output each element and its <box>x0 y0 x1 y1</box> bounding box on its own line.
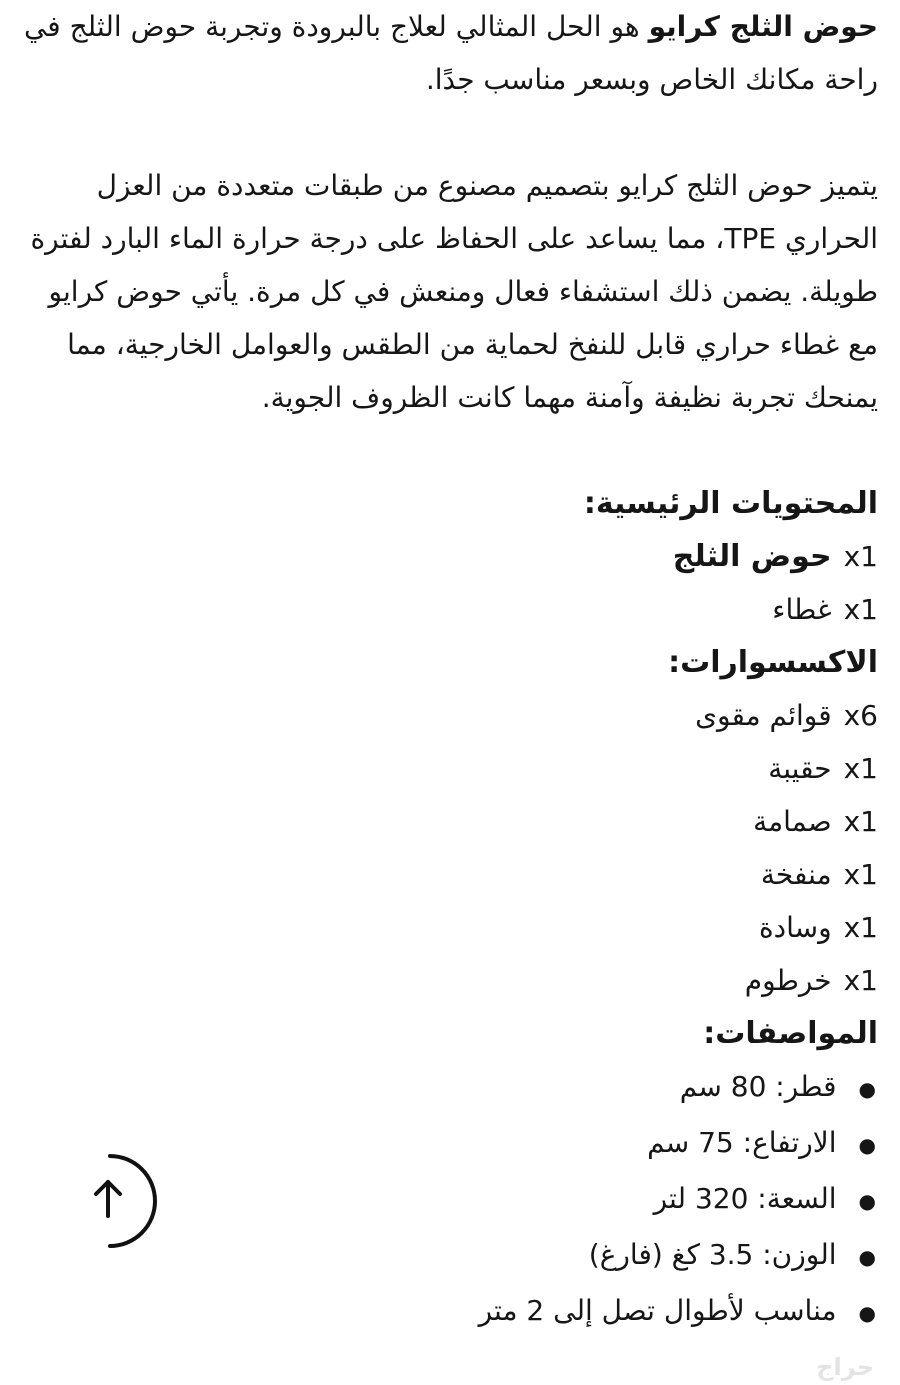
item-name: غطاء <box>772 593 832 626</box>
list-item <box>20 954 878 1007</box>
item-quantity: x1 <box>843 858 878 891</box>
list-item <box>20 795 878 848</box>
bullet-icon: ● <box>858 1189 876 1213</box>
bullet-icon: ● <box>858 1245 876 1269</box>
item-quantity: x1 <box>843 805 878 838</box>
spec-text: قطر: 80 سم <box>679 1070 837 1103</box>
watermark: حراج <box>816 1353 874 1381</box>
list-item <box>20 901 878 954</box>
item-name: خرطوم <box>744 964 832 997</box>
bullet-icon: ● <box>858 1077 876 1101</box>
item-name: حقيبة <box>768 752 832 785</box>
main-contents-title: المحتويات الرئيسية: <box>583 486 878 521</box>
intro-text: هو الحل المثالي لعلاج بالبرودة وتجربة حوض الثلج في راحة مكانك الخاص وبسعر مناسب جدًا. <box>23 10 878 96</box>
bullet-icon: ● <box>858 1301 876 1325</box>
product-description <box>20 0 878 1340</box>
bullet-icon: ● <box>858 1133 876 1157</box>
list-item <box>20 583 878 636</box>
specs-title: المواصفات: <box>703 1016 878 1051</box>
scroll-to-top-button[interactable] <box>62 1150 160 1252</box>
item-quantity: x1 <box>843 752 878 785</box>
item-name: وسادة <box>758 911 832 944</box>
item-quantity: x6 <box>843 699 878 732</box>
spec-item <box>20 1284 878 1340</box>
spec-item <box>20 1060 878 1116</box>
item-quantity: x1 <box>843 593 878 626</box>
list-item <box>20 848 878 901</box>
list-item <box>20 689 878 742</box>
spec-text: مناسب لأطوال تصل إلى 2 متر <box>478 1294 837 1327</box>
item-quantity: x1 <box>843 964 878 997</box>
intro-bold-lead: حوض الثلج كرايو <box>648 10 878 43</box>
spec-text: السعة: 320 لتر <box>653 1182 837 1215</box>
spec-text: الارتفاع: 75 سم <box>647 1126 837 1159</box>
item-quantity: x1 <box>843 911 878 944</box>
accessories-title: الاكسسوارات: <box>668 645 878 680</box>
list-item <box>20 742 878 795</box>
intro-paragraph <box>20 0 878 106</box>
item-name: منفخة <box>760 858 832 891</box>
item-name: قوائم مقوى <box>695 699 832 732</box>
item-name: صمامة <box>753 805 832 838</box>
arrow-up-icon <box>62 1150 160 1252</box>
item-quantity: x1 <box>843 540 878 573</box>
description-paragraph: يتميز حوض الثلج كرايو بتصميم مصنوع من طبقات متعددة من العزل الحراري TPE، مما يساعد على الحفاظ على درجة حرارة الماء البارد لفترة طويلة. يضمن ذلك استشفاء فعال ومنعش في كل مرة. يأتي حوض كرايو مع غطاء حراري قابل للنفخ لحماية من الطقس والعوامل الخارجية، مما يمنحك تجربة نظيفة وآمنة مهما كانت الظروف الجوية. <box>30 169 878 414</box>
spec-text: الوزن: 3.5 كغ (فارغ) <box>588 1238 837 1271</box>
item-name: حوض الثلج <box>672 539 832 574</box>
list-item <box>20 530 878 583</box>
